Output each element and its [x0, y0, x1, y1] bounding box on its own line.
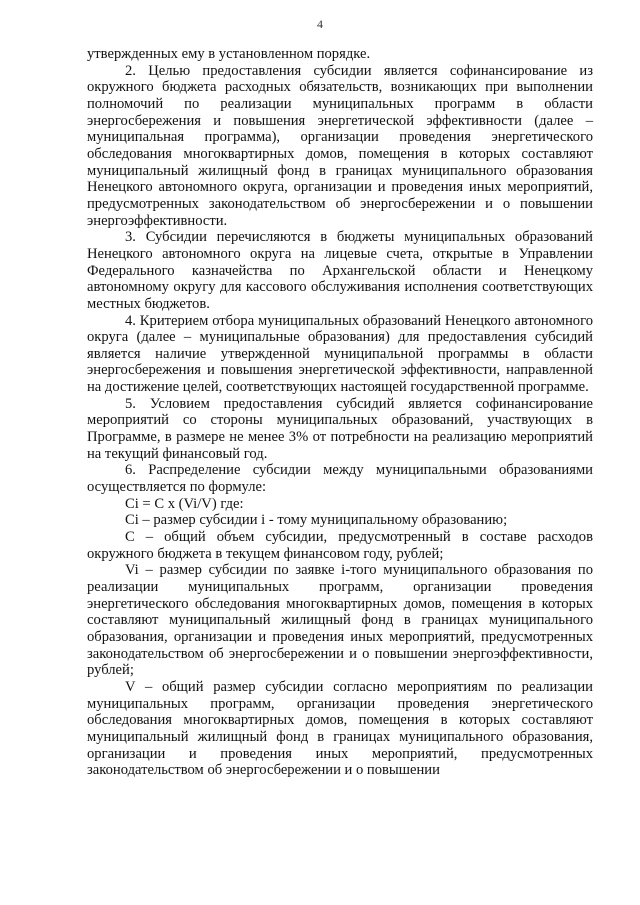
- paragraph-continuation: утвержденных ему в установленном порядке.: [87, 46, 371, 62]
- formula-def-c: C – общий объем субсидии, предусмотренный в составе расходов окружного бюджета в текущем финансовом году, рублей;: [87, 529, 593, 562]
- paragraph-5: 5. Условием предоставления субсидий является софинансирование мероприятий со стороны муниципальных образований, участвующих в Программе, в размере не менее 3% от потребности на реализацию мероприятий на текущий финансовый год.: [87, 395, 593, 462]
- paragraph-4: 4. Критерием отбора муниципальных образований Ненецкого автономного округа (далее – муниципальные образования) для предоставления субсидий является наличие утвержденной муниципальной программы в области энергосбережения и повышения энергетической эффективности, направленной на достижение целей, соответствующих настоящей государственной программе.: [87, 312, 593, 396]
- paragraph-2: 2. Целью предоставления субсидии является софинансирование из окружного бюджета расходных обязательств, возникающих при выполнении полномочий по реализации муниципальных программ в области энергосбережения и повышения энергетической эффективности (далее – муниципальная программа), организации проведения энергетического обследования многоквартирных домов, помещения в которых составляют муниципальный жилищный фонд в границах муниципального образования Ненецкого автономного округа, организации и проведения иных мероприятий, предусмотренных законодательством об энергосбережении и о повышении энергоэффективности.: [87, 62, 593, 229]
- page-number: 4: [317, 17, 323, 31]
- formula-line: Ci = C x (Vi/V) где:: [125, 495, 244, 512]
- paragraph-3: 3. Субсидии перечисляются в бюджеты муниципальных образований Ненецкого автономного округа на лицевые счета, открытые в Управлении Федерального казначейства по Архангельской области и Ненецкому автономному округу для кассового обслуживания исполнения соответствующих местных бюджетов.: [87, 229, 593, 312]
- paragraph-6: 6. Распределение субсидии между муниципальными образованиями осуществляется по формуле:: [87, 462, 593, 496]
- document-body: [87, 46, 593, 779]
- formula-def-v: V – общий размер субсидии согласно мероприятиям по реализации муниципальных программ, организации проведения энергетического обследования многоквартирных домов, помещения в которых составляют муниципальный жилищный фонд в границах муниципального образования, организации и проведения иных мероприятий, предусмотренных законодательством об энергосбережении и о повышении: [87, 678, 593, 779]
- formula-def-ci: Ci – размер субсидии i - тому муниципальному образованию;: [125, 512, 508, 529]
- formula-def-vi: Vi – размер субсидии по заявке i-того муниципального образования по реализации муниципальных программ, организации проведения энергетического обследования многоквартирных домов, помещения в которых составляют муниципальный жилищный фонд в границах муниципального образования, организации и проведения иных мероприятий, предусмотренных законодательством об энергосбережении и о повышении энергоэффективности, рублей;: [87, 562, 593, 679]
